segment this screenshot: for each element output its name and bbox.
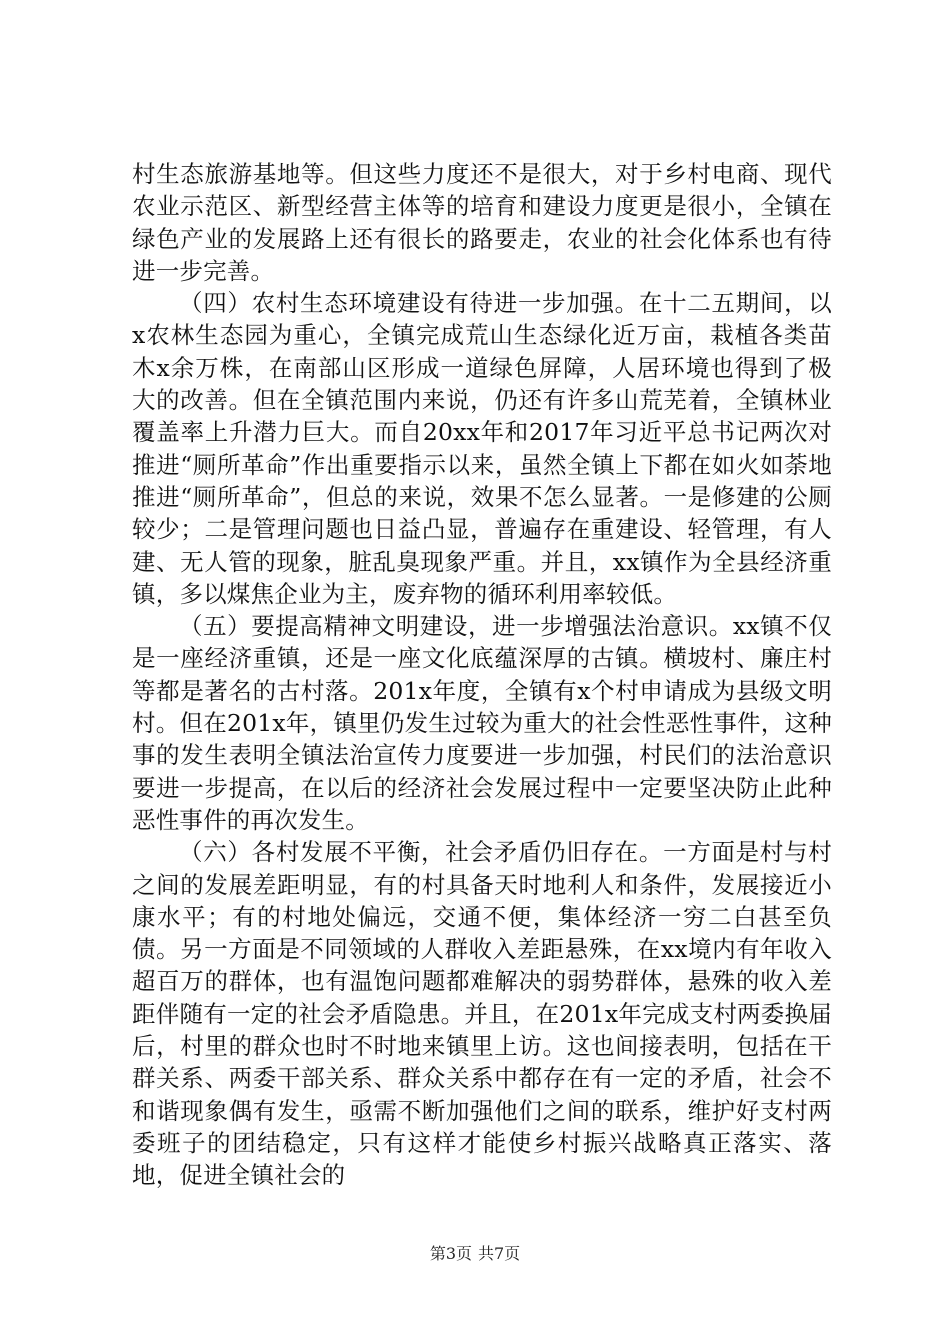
page-footer <box>0 1244 950 1264</box>
page-total: 共7页 <box>478 1244 521 1263</box>
paragraph-section-6: （六）各村发展不平衡，社会矛盾仍旧存在。一方面是村与村之间的发展差距明显，有的村具备天时地利人和条件，发展接近小康水平；有的村地处偏远，交通不便，集体经济一穷二白甚至负债。另一方面是不同领域的人群收入差距悬殊，在xx境内有年收入超百万的群体，也有温饱问题都难解决的弱势群体，悬殊的收入差距伴随有一定的社会矛盾隐患。并且，在201x年完成支村两委换届后，村里的群众也时不时地来镇里上访。这也间接表明，包括在干群关系、两委干部关系、群众关系中都存在有一定的矛盾，社会不和谐现象偶有发生，亟需不断加强他们之间的联系，维护好支村两委班子的团结稳定，只有这样才能使乡村振兴战略真正落实、落地，促进全镇社会的 <box>132 838 832 1190</box>
page-number: 第3页 <box>429 1244 472 1263</box>
paragraph-continuation: 村生态旅游基地等。但这些力度还不是很大，对于乡村电商、现代农业示范区、新型经营主体等的培育和建设力度更是很小，全镇在绿色产业的发展路上还有很长的路要走，农业的社会化体系也有待进一步完善。 <box>132 160 832 285</box>
document-body <box>132 158 832 1192</box>
paragraph-section-5: （五）要提高精神文明建设，进一步增强法治意识。xx镇不仅是一座经济重镇，还是一座文化底蕴深厚的古镇。横坡村、廉庄村等都是著名的古村落。201x年度，全镇有x个村申请成为县级文明村。但在201x年，镇里仍发生过较为重大的社会性恶性事件，这种事的发生表明全镇法治宣传力度要进一步加强，村民们的法治意识要进一步提高，在以后的经济社会发展过程中一定要坚决防止此种恶性事件的再次发生。 <box>132 612 832 834</box>
paragraph-section-4: （四）农村生态环境建设有待进一步加强。在十二五期间，以x农林生态园为重心，全镇完成荒山生态绿化近万亩，栽植各类苗木x余万株，在南部山区形成一道绿色屏障，人居环境也得到了极大的改善。但在全镇范围内来说，仍还有许多山荒芜着，全镇林业覆盖率上升潜力巨大。而自20xx年和2017年习近平总书记两次对推进“厕所革命”作出重要指示以来，虽然全镇上下都在如火如荼地推进“厕所革命”，但总的来说，效果不怎么显著。一是修建的公厕较少；二是管理问题也日益凸显，普遍存在重建设、轻管理，有人建、无人管的现象，脏乱臭现象严重。并且，xx镇作为全县经济重镇，多以煤焦企业为主，废弃物的循环利用率较低。 <box>132 289 832 608</box>
